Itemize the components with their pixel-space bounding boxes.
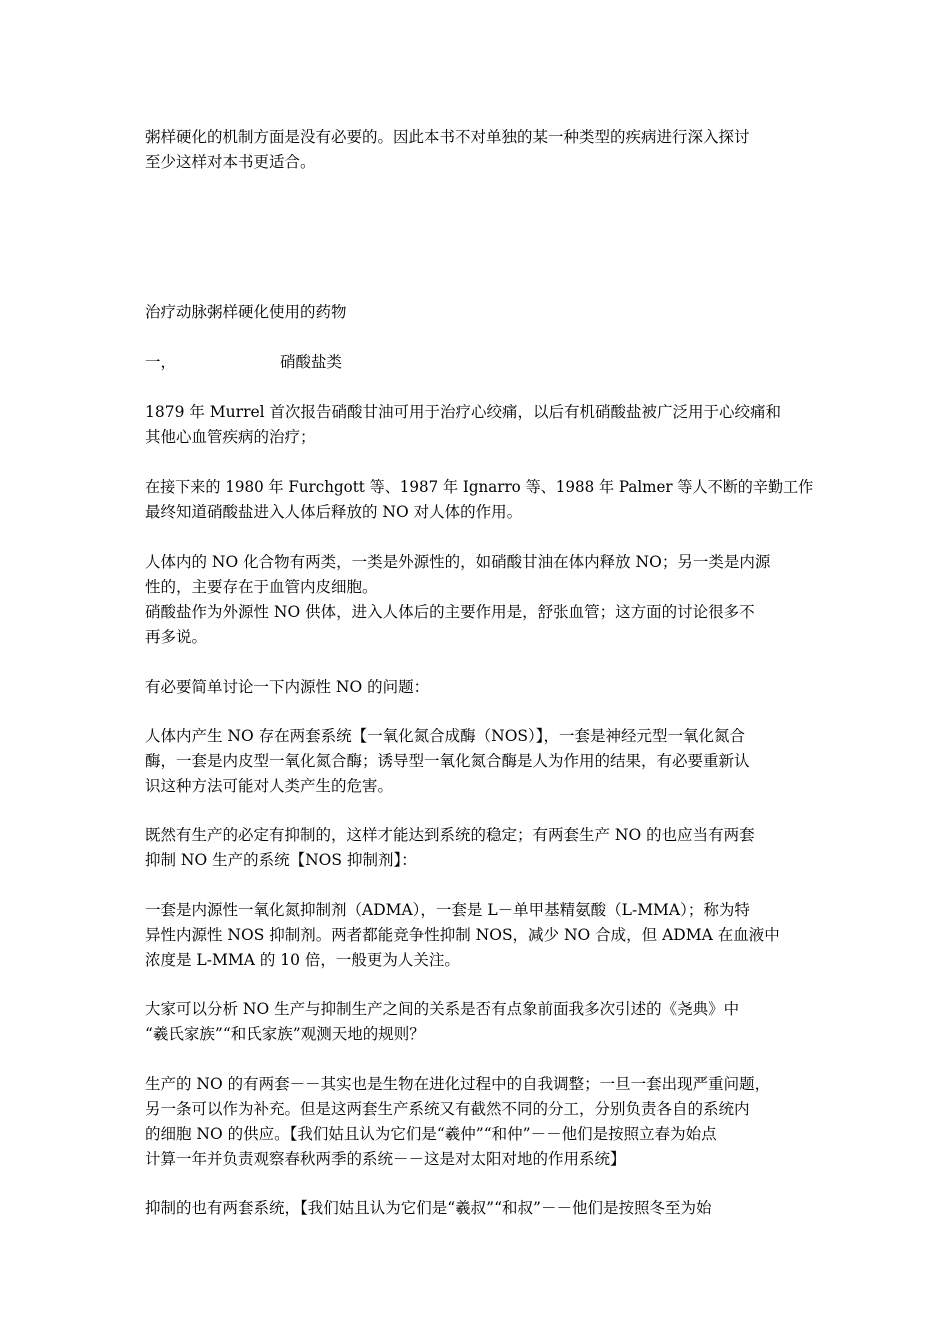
- paragraph-7: [145, 898, 813, 973]
- heading-number: 一，: [145, 353, 177, 371]
- text-line: 生产的 NO 的有两套－－其实也是生物在进化过程中的自我调整；一旦一套出现严重问题，: [145, 1075, 771, 1093]
- heading-label: 硝酸盐类: [280, 353, 343, 371]
- paragraph-3: [145, 550, 813, 650]
- heading-line: [145, 350, 813, 375]
- text-line: 抑制的也有两套系统，【我们姑且认为它们是“羲叔”“和叔”－－他们是按照冬至为始: [145, 1199, 712, 1217]
- text-line: 异性内源性 NOS 抑制剂。两者都能竞争性抑制 NOS，减少 NO 合成，但 ADMA 在血液中: [145, 926, 780, 944]
- text-line: 识这种方法可能对人类产生的危害。: [145, 777, 394, 795]
- text-line: 其他心血管疾病的治疗；: [145, 428, 316, 446]
- text-line: “羲氏家族”“和氏家族”观测天地的规则？: [145, 1025, 425, 1043]
- text-line: 粥样硬化的机制方面是没有必要的。因此本书不对单独的某一种类型的疾病进行深入探讨: [145, 128, 750, 146]
- text-line: 既然有生产的必定有抑制的，这样才能达到系统的稳定；有两套生产 NO 的也应当有两套: [145, 826, 755, 844]
- section-title: [145, 300, 813, 325]
- text-line: 性的，主要存在于血管内皮细胞。: [145, 578, 378, 596]
- text-line: 另一条可以作为补充。但是这两套生产系统又有截然不同的分工，分别负责各自的系统内: [145, 1100, 750, 1118]
- text-line: 有必要简单讨论一下内源性 NO 的问题：: [145, 678, 430, 696]
- text-line: 至少这样对本书更适合。: [145, 153, 316, 171]
- text-line: 1879 年 Murrel 首次报告硝酸甘油可用于治疗心绞痛，以后有机硝酸盐被广泛用于心绞痛和: [145, 403, 782, 421]
- section-heading: [145, 350, 813, 375]
- text-line: 浓度是 L-MMA 的 10 倍，一般更为人关注。: [145, 951, 460, 969]
- text-line: 抑制 NO 生产的系统【NOS 抑制剂】：: [145, 851, 417, 869]
- paragraph-6: [145, 823, 813, 873]
- text-line: 人体内的 NO 化合物有两类，一类是外源性的，如硝酸甘油在体内释放 NO；另一类是内源: [145, 553, 771, 571]
- text-line: 人体内产生 NO 存在两套系统【一氧化氮合成酶（NOS）】，一套是神经元型一氧化氮合: [145, 727, 746, 745]
- text-line: 一套是内源性一氧化氮抑制剂（ADMA），一套是 L－单甲基精氨酸（L-MMA）；称为特: [145, 901, 750, 919]
- paragraph-2: [145, 475, 813, 525]
- paragraph-4: [145, 675, 813, 700]
- paragraph-8: [145, 997, 813, 1047]
- text-line: 再多说。: [145, 628, 208, 646]
- paragraph-intro: [145, 125, 813, 175]
- text-line: 硝酸盐作为外源性 NO 供体，进入人体后的主要作用是，舒张血管；这方面的讨论很多不: [145, 603, 755, 621]
- text-line: 酶，一套是内皮型一氧化氮合酶；诱导型一氧化氮合酶是人为作用的结果，有必要重新认: [145, 752, 750, 770]
- text-line: 治疗动脉粥样硬化使用的药物: [145, 303, 347, 321]
- text-line: 大家可以分析 NO 生产与抑制生产之间的关系是否有点象前面我多次引述的《尧典》中: [145, 1000, 740, 1018]
- paragraph-1: [145, 400, 813, 450]
- text-line: 计算一年并负责观察春秋两季的系统－－这是对太阳对地的作用系统】: [145, 1150, 626, 1168]
- text-line: 的细胞 NO 的供应。【我们姑且认为它们是“羲仲”“和仲”－－他们是按照立春为始点: [145, 1125, 717, 1143]
- text-line: 在接下来的 1980 年 Furchgott 等、1987 年 Ignarro 等、1988 年 Palmer 等人不断的辛勤工作: [145, 478, 814, 496]
- text-line: 最终知道硝酸盐进入人体后释放的 NO 对人体的作用。: [145, 503, 523, 521]
- paragraph-5: [145, 724, 813, 799]
- paragraph-10: [145, 1196, 813, 1221]
- paragraph-9: [145, 1072, 813, 1172]
